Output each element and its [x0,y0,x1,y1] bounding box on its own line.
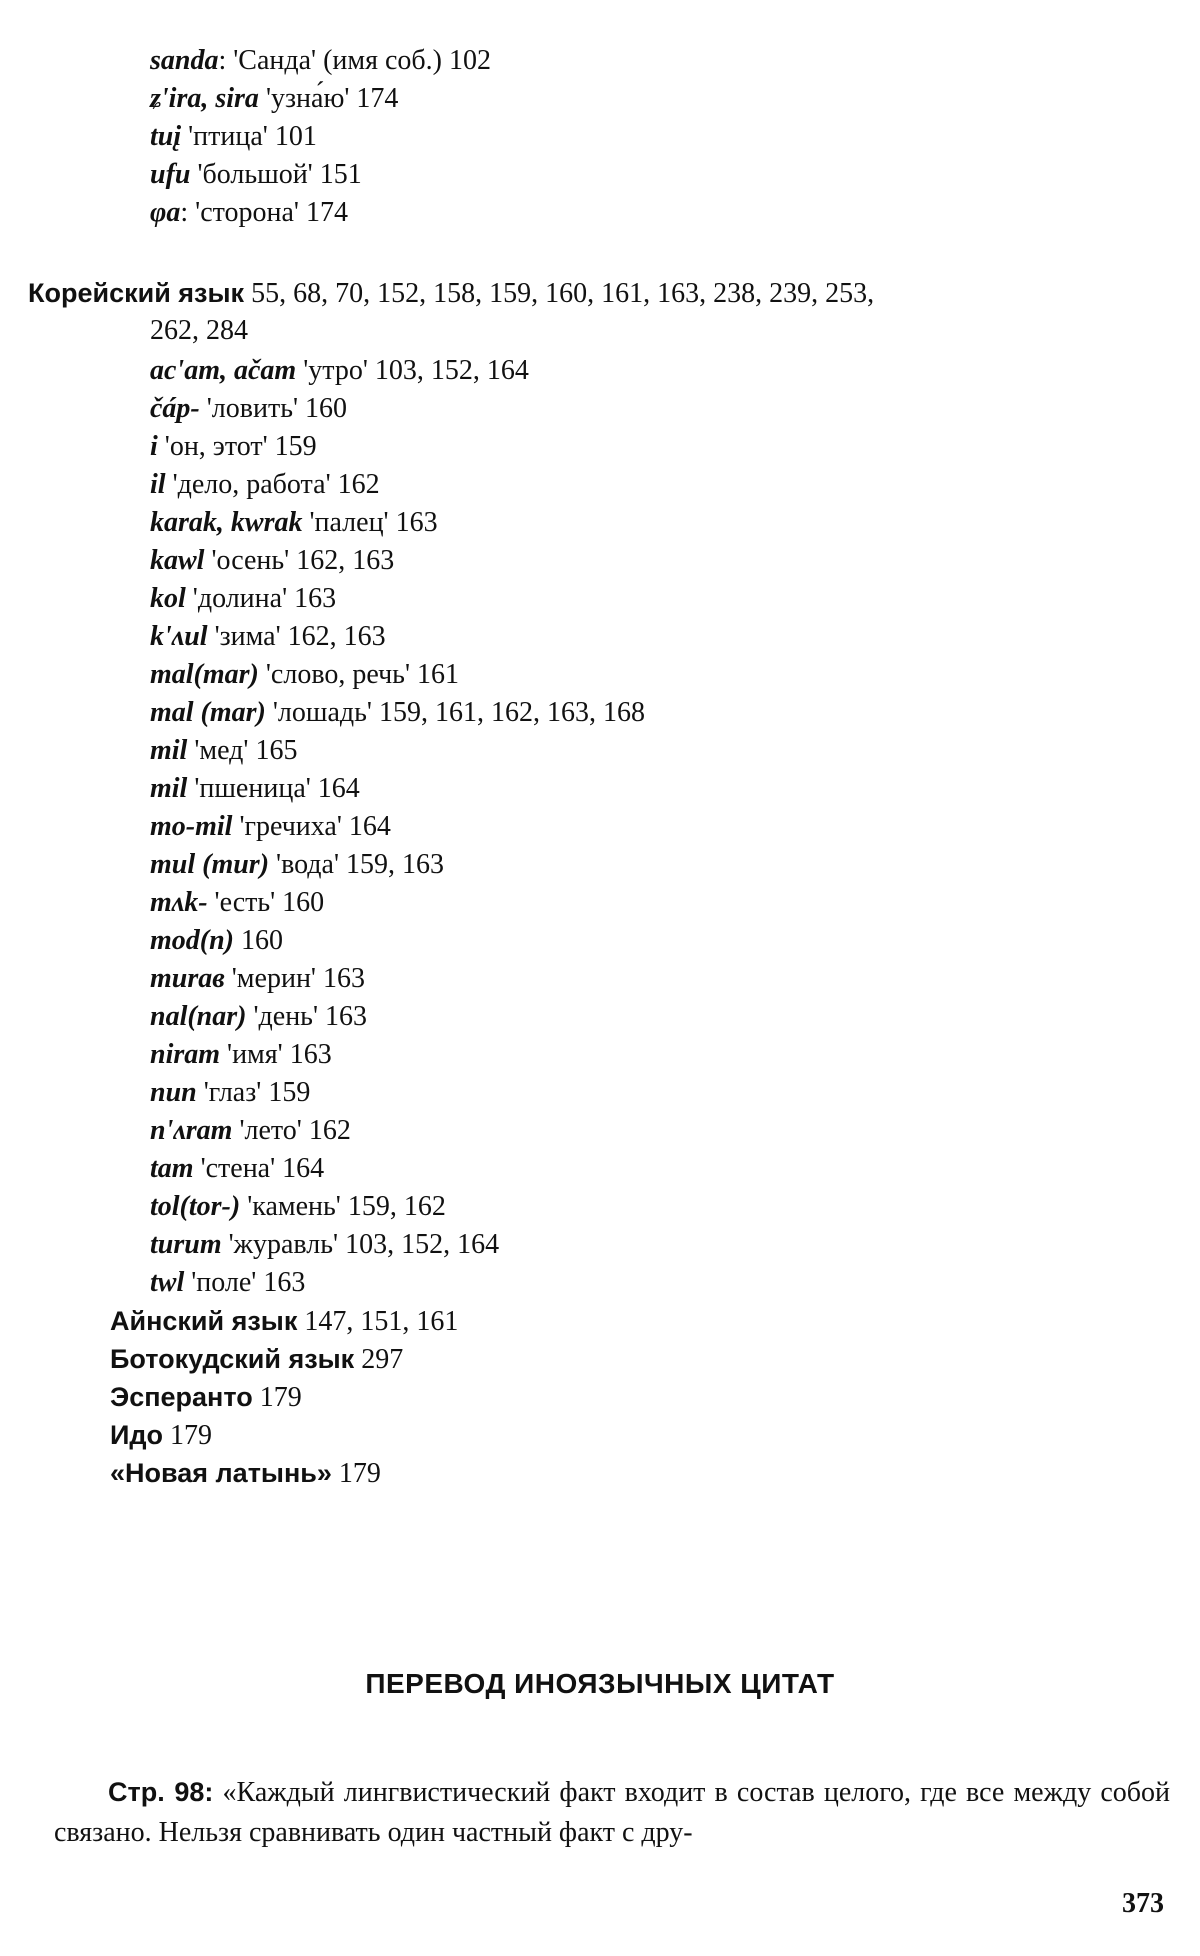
index-entry: tuį 'птица' 101 [150,121,317,152]
page-reference: Стр. 98: [108,1777,214,1807]
index-entry: nun 'глаз' 159 [150,1077,311,1108]
index-entry: ac'am, ačam 'утро' 103, 152, 164 [150,355,529,386]
index-entry: n'ʌram 'лето' 162 [150,1115,351,1146]
index-entry: il 'дело, работа' 162 [150,469,380,500]
index-entry: sanda: 'Санда' (имя соб.) 102 [150,45,492,76]
language-heading-ainu: Айнский язык 147, 151, 161 [110,1306,459,1337]
index-entry: turum 'журавль' 103, 152, 164 [150,1229,500,1260]
language-heading-korean: Корейский язык 55, 68, 70, 152, 158, 159, 160, 161, 163, 238, 239, 253, [28,278,875,309]
page-number: 373 [1122,1888,1164,1919]
language-heading-latino-sine-flexione: «Новая латынь» 179 [110,1458,381,1489]
index-entry: mal(mar) 'слово, речь' 161 [150,659,459,690]
index-entry: niram 'имя' 163 [150,1039,332,1070]
index-entry: ufu 'большой' 151 [150,159,362,190]
index-entry: mil 'пшеница' 164 [150,773,360,804]
index-entry: mil 'мед' 165 [150,735,298,766]
index-entry: mʌk- 'есть' 160 [150,887,325,918]
index-entry: čáp- 'ловить' 160 [150,393,348,424]
translation-paragraph [54,1772,1170,1853]
index-entry: k'ʌul 'зима' 162, 163 [150,621,386,652]
index-entry: karak, kwrak 'палец' 163 [150,507,438,538]
translation-text: «Каждый лингвистический факт входит в состав целого, где все между собой связано. Нельзя сравнивать один частный факт с дру- [54,1777,1170,1848]
index-entry: mo-mil 'гречиха' 164 [150,811,391,842]
index-entry: mal (mar) 'лошадь' 159, 161, 162, 163, 168 [150,697,645,728]
section-heading: ПЕРЕВОД ИНОЯЗЫЧНЫХ ЦИТАТ [365,1668,835,1699]
language-heading-ido: Идо 179 [110,1420,213,1451]
index-entry: φa: 'сторона' 174 [150,197,348,228]
index-entry: tol(tor-) 'камень' 159, 162 [150,1191,446,1222]
index-entry: kawl 'осень' 162, 163 [150,545,395,576]
index-entry: muraв 'мерин' 163 [150,963,365,994]
index-entry: mod(n) 160 [150,925,283,956]
index-entry: ʑ'ira, sira 'узна́ю' 174 [150,83,399,114]
index-entry: i 'он, этот' 159 [150,431,317,462]
index-entry: mul (mur) 'вода' 159, 163 [150,849,445,880]
index-entry: tam 'стена' 164 [150,1153,325,1184]
language-pages-continued: 262, 284 [150,315,248,346]
language-heading-botocudo: Ботокудский язык 297 [110,1344,404,1375]
index-entry: kol 'долина' 163 [150,583,337,614]
index-entry: twl 'поле' 163 [150,1267,306,1298]
index-entry: nal(nar) 'день' 163 [150,1001,367,1032]
language-heading-esperanto: Эсперанто 179 [110,1382,302,1413]
